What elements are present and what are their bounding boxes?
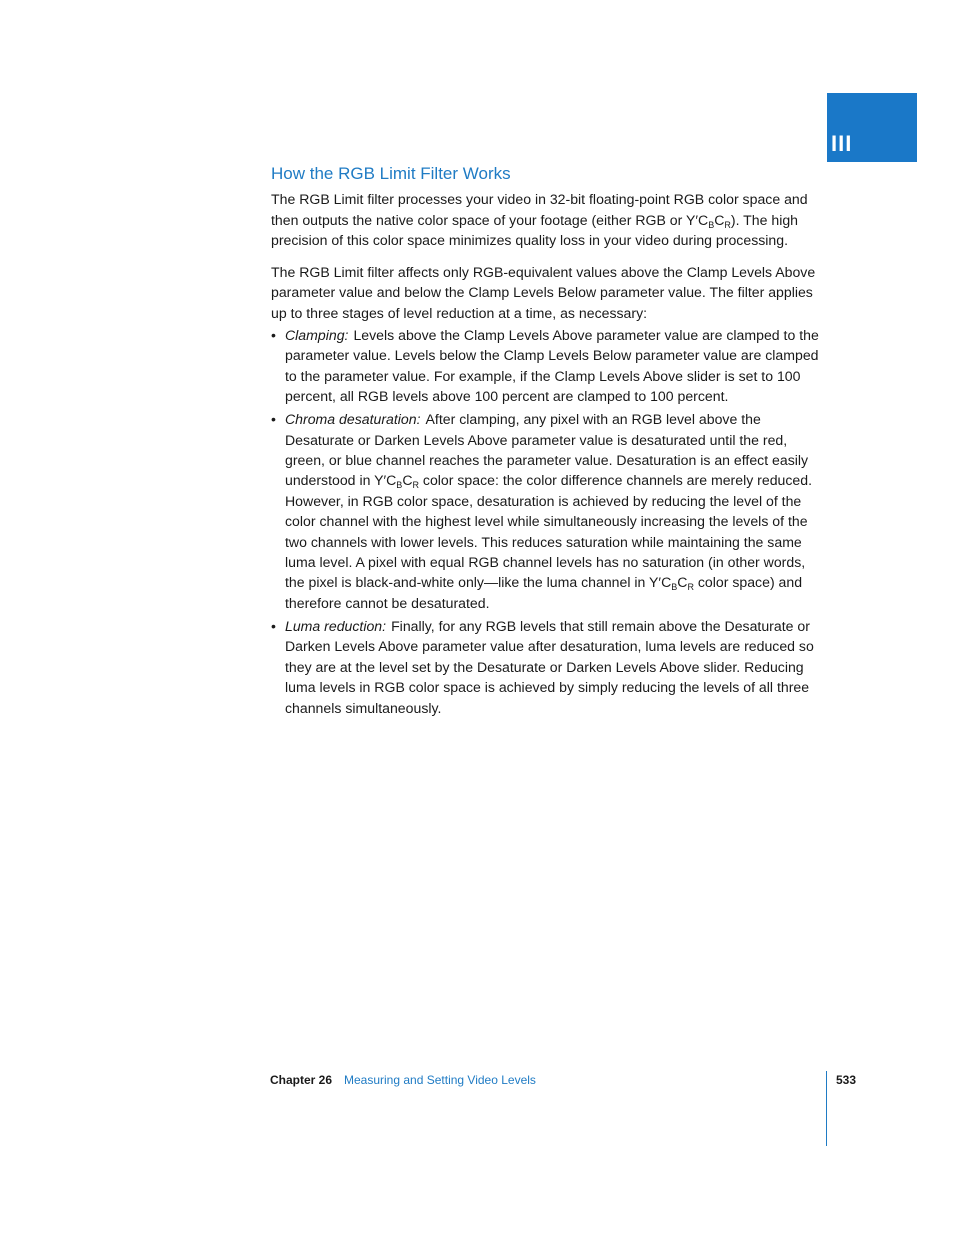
term-clamping: Clamping: xyxy=(285,327,349,343)
section-heading: How the RGB Limit Filter Works xyxy=(271,164,511,183)
part-tab xyxy=(827,93,917,162)
list-item-luma-reduction xyxy=(271,616,827,718)
text-luma-reduction: Finally, for any RGB levels that still remain above the Desaturate or Darken Levels Above parameter value after desaturation, luma levels are reduced so they are at the level set by the Desaturate or Darken Levels Above slider. Reducing luma levels in RGB color space is achieved by simply reducing the levels of all three channels simultaneously. xyxy=(285,617,814,716)
list-item-chroma-desaturation: • Chroma desaturation: After clamping, any pixel with an RGB level above the Desaturate or Darken Levels Above parameter value is desaturated until the red, green, or blue channel reaches the parameter value. Desaturation is an effect easily understood in $Y'C_BC_R$ color space: the color difference channels are merely reduced. However, in RGB color space, desaturation is achieved by reducing the level of the color channel with the highest level while simultaneously increasing the levels of the two channels with lower levels. This reduces saturation while maintaining the same luma level. A pixel with equal RGB channel levels has no saturation (in other words, the pixel is black-and-white only—like the luma channel in $Y'C_BC_R$ color space) and therefore cannot be desaturated. xyxy=(271,411,813,611)
term-chroma-desaturation: Chroma desaturation: xyxy=(285,411,421,428)
footer-chapter: Chapter 26 xyxy=(270,1073,333,1087)
text-clamping: Levels above the Clamp Levels Above parameter value are clamped to the parameter value. Levels below the Clamp Levels Below parameter value are clamped to the parameter value. For example, if the Clamp Levels Above slider is set to 100 percent, all RGB levels above 100 percent are clamped to 100 percent. xyxy=(285,327,819,405)
bullet-icon: • xyxy=(271,327,276,343)
bullet-list xyxy=(271,325,827,718)
footer-chapter-title: Measuring and Setting Video Levels xyxy=(344,1073,536,1087)
footer-divider xyxy=(826,1071,827,1146)
page-content xyxy=(271,163,827,721)
bullet-icon: • xyxy=(271,411,276,428)
list-item-clamping xyxy=(271,325,827,407)
paragraph-2: The RGB Limit filter affects only RGB-equivalent values above the Clamp Levels Above parameter value and below the Clamp Levels Below parameter value. The filter applies up to three stages of level reduction at a time, as necessary: xyxy=(271,263,816,321)
page-number: 533 xyxy=(836,1073,857,1087)
part-tab-label: III xyxy=(831,131,853,156)
paragraph-1: The RGB Limit filter processes your video in 32-bit floating-point RGB color space and then outputs the native color space of your footage (either RGB or $Y'C_BC_R$). The high precision of this color space minimizes quality loss in your video during processing. xyxy=(271,191,808,248)
bullet-icon: • xyxy=(271,617,276,634)
term-luma-reduction: Luma reduction: xyxy=(285,617,387,634)
